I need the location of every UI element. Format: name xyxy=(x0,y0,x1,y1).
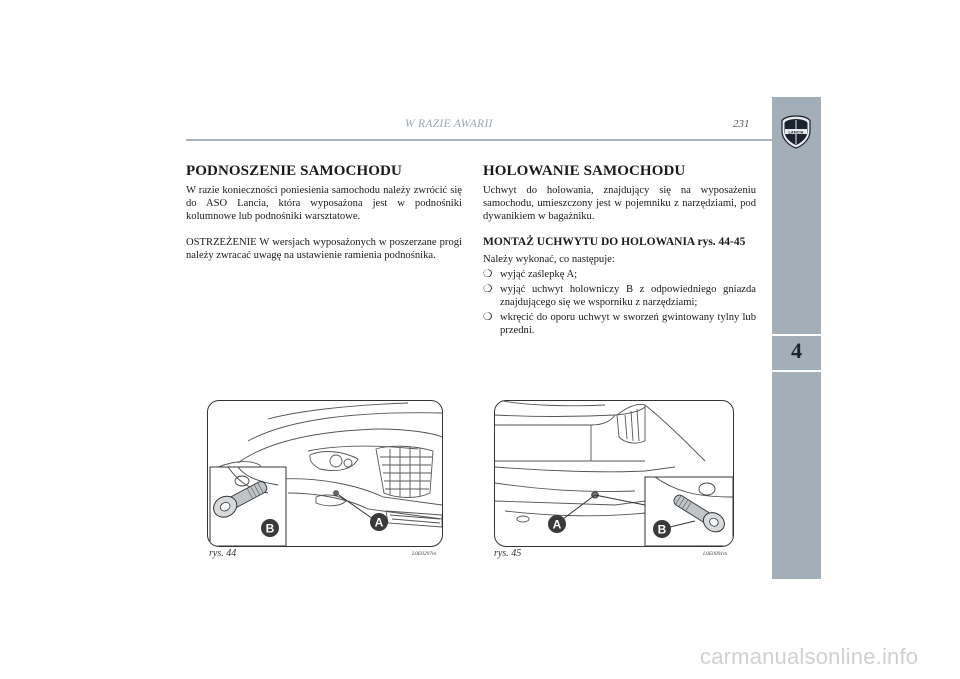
figure-caption-45: rys. 45 xyxy=(494,548,522,559)
section-title: W RAZIE AWARII xyxy=(405,118,493,130)
instructions-intro: Należy wykonać, co następuje: xyxy=(483,254,615,265)
left-column xyxy=(186,162,462,262)
callout-a: A xyxy=(552,517,562,532)
bullet-icon: ❍ xyxy=(483,284,493,295)
rear-car-illustration xyxy=(495,401,733,546)
callout-b: B xyxy=(265,521,275,536)
list-item xyxy=(483,311,756,337)
callout-a: A xyxy=(374,515,384,530)
side-tab-divider xyxy=(772,334,821,336)
callout-b: B xyxy=(657,522,667,537)
chapter-number: 4 xyxy=(791,338,802,363)
list-item xyxy=(483,283,756,309)
subheading-tow-hook: MONTAŻ UCHWYTU DO HOLOWANIA rys. 44-45 xyxy=(483,236,746,248)
header-rule xyxy=(186,139,774,141)
heading-towing: HOLOWANIE SAMOCHODU xyxy=(483,163,686,179)
page-number: 231 xyxy=(733,118,750,130)
towing-paragraph: Uchwyt do holowania, znajdujący się na wyposażeniu samochodu, umieszczony jest w pojemniku z narzędziami, pod dywanikiem w bagażniku. xyxy=(483,185,756,222)
list-item-text: wkręcić do oporu uchwyt w sworzeń gwintowany tylny lub przedni. xyxy=(500,312,756,336)
list-item xyxy=(483,268,756,281)
front-car-illustration xyxy=(208,401,442,546)
side-tab-divider xyxy=(772,370,821,372)
bullet-icon: ❍ xyxy=(483,312,493,323)
figure-rear-tow-hook xyxy=(494,400,734,547)
figure-front-tow-hook xyxy=(207,400,443,547)
figure-code-44: L0E0297m xyxy=(412,551,437,557)
list-item-text: wyjąć zaślepkę A; xyxy=(500,269,578,280)
watermark: carmanualsonline.info xyxy=(700,644,919,669)
right-column xyxy=(483,162,756,337)
bullet-icon: ❍ xyxy=(483,269,493,280)
list-item-text: wyjąć uchwyt holowniczy B z odpowiedniego gniazda znajdującego się we wsporniku z narzędziami; xyxy=(500,284,756,308)
figure-caption-44: rys. 44 xyxy=(209,548,237,559)
lifting-paragraph: W razie konieczności poniesienia samochodu należy zwrócić się do ASO Lancia, która wyposażona jest w podnośniki kolumnowe lub podnośniki warsztatowe. xyxy=(186,185,462,222)
figure-code-45: L0E0091m xyxy=(703,551,728,557)
lifting-warning: OSTRZEŻENIE W wersjach wyposażonych w poszerzane progi należy zwracać uwagę na ustawienie ramienia podnośnika. xyxy=(186,237,462,261)
lancia-shield-icon xyxy=(781,115,811,149)
svg-text:LANCIA: LANCIA xyxy=(788,129,804,135)
heading-lifting: PODNOSZENIE SAMOCHODU xyxy=(186,163,402,179)
